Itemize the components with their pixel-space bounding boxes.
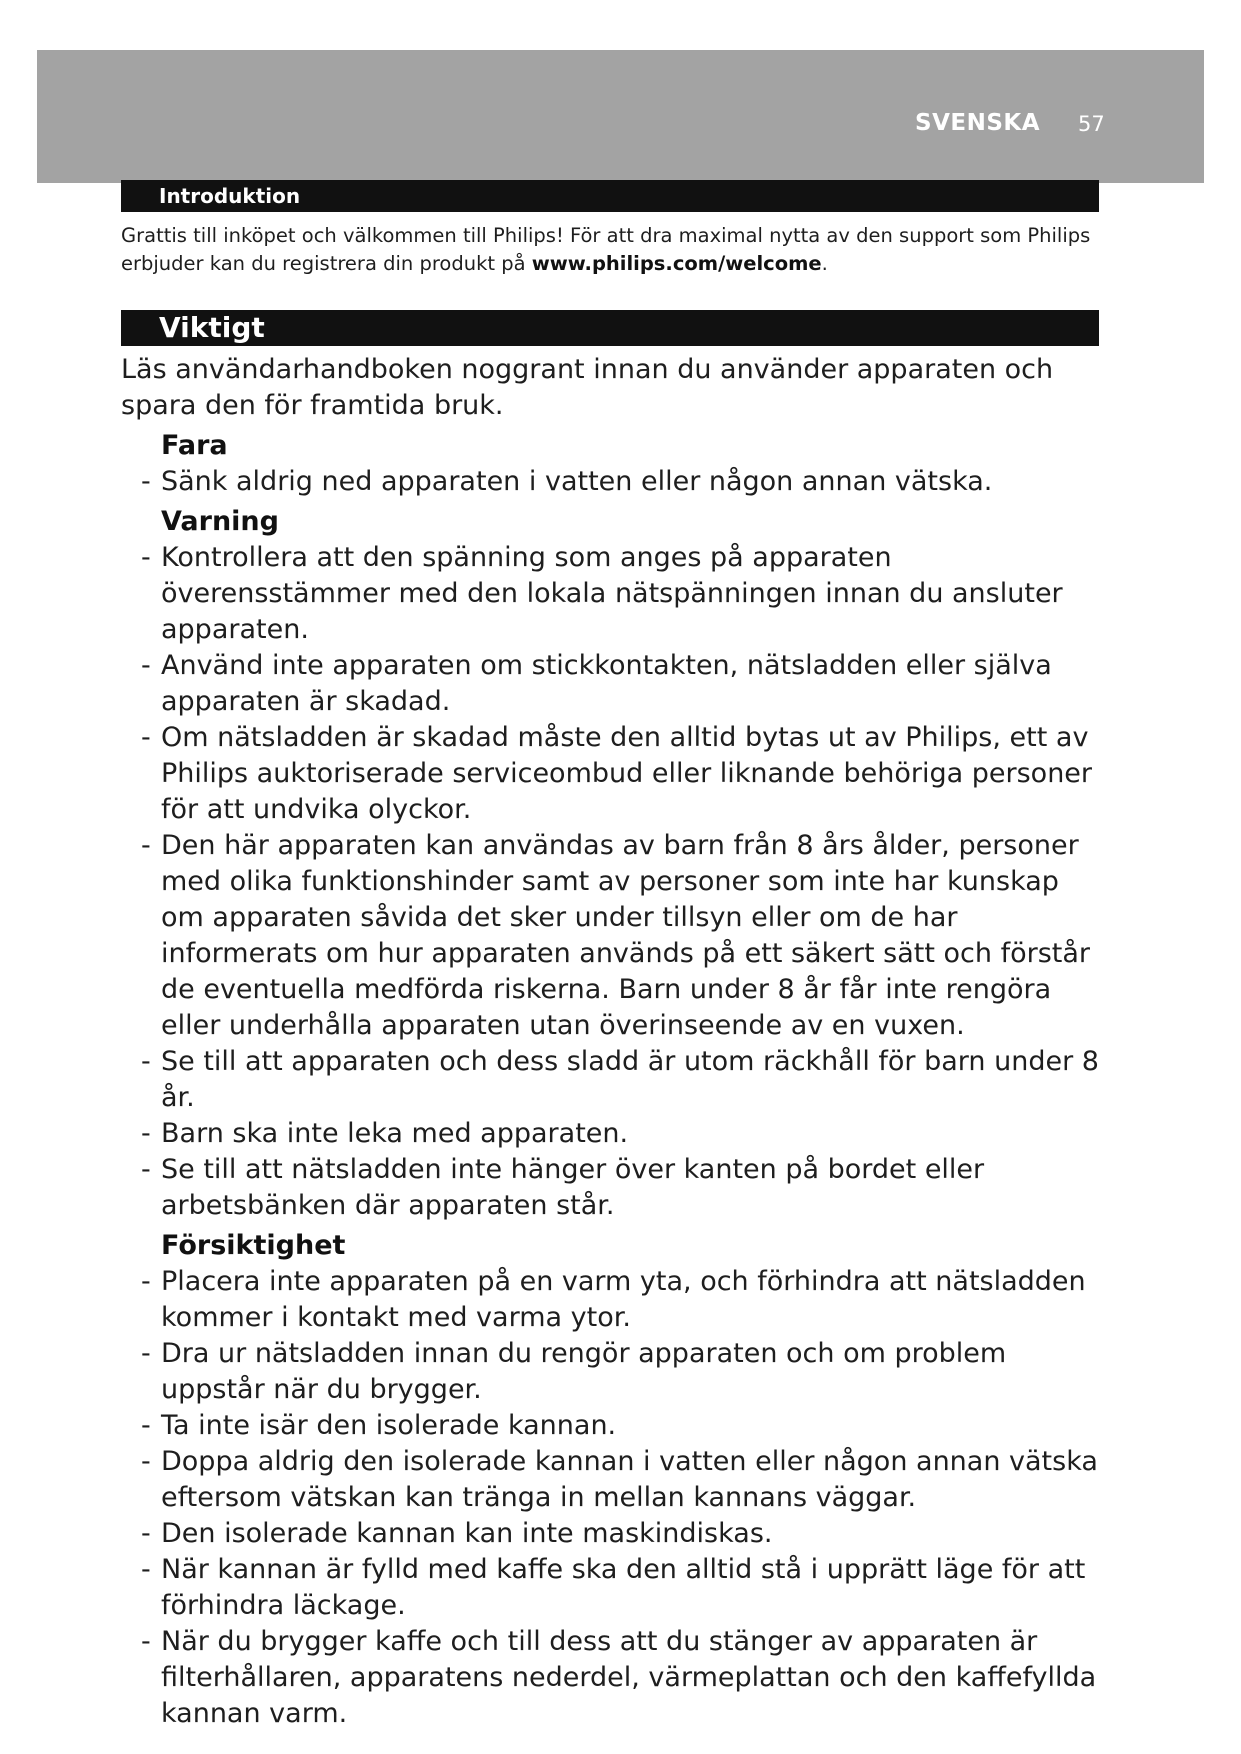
list-item: - Sänk aldrig ned apparaten i vatten eller någon annan vätska. xyxy=(121,464,1099,500)
list-item: - Kontrollera att den spänning som anges på apparaten överensstämmer med den lokala nätspänningen innan du ansluter apparaten. xyxy=(121,540,1099,648)
important-lead: Läs användarhandboken noggrant innan du använder apparaten och spara den för framtida bruk. xyxy=(121,354,1054,421)
list-item: - När kannan är fylld med kaffe ska den alltid stå i upprätt läge för att förhindra läckage. xyxy=(121,1552,1099,1624)
list-item: - Barn ska inte leka med apparaten. xyxy=(121,1116,1099,1152)
page-content xyxy=(121,180,1099,1732)
danger-list xyxy=(121,464,1099,500)
introduction-end: . xyxy=(821,252,828,275)
caution-list xyxy=(121,1264,1099,1732)
list-item: - Se till att apparaten och dess sladd är utom räckhåll för barn under 8 år. xyxy=(121,1044,1099,1116)
section-heading-introduction: Introduktion xyxy=(121,180,1099,212)
list-item: - Använd inte apparaten om stickkontakten, nätsladden eller själva apparaten är skadad. xyxy=(121,648,1099,720)
list-item: - Ta inte isär den isolerade kannan. xyxy=(121,1408,1099,1444)
list-item: - Doppa aldrig den isolerade kannan i vatten eller någon annan vätska eftersom vätskan kan tränga in mellan kannans väggar. xyxy=(121,1444,1099,1516)
language-label: SVENSKA xyxy=(915,110,1041,136)
list-item: - Placera inte apparaten på en varm yta, och förhindra att nätsladden kommer i kontakt med varma ytor. xyxy=(121,1264,1099,1336)
page-number: 57 xyxy=(1078,112,1105,136)
warning-heading: Varning xyxy=(161,506,279,537)
introduction-text xyxy=(121,222,1099,278)
welcome-link[interactable]: www.philips.com/welcome xyxy=(531,252,822,275)
list-item: - Den här apparaten kan användas av barn från 8 års ålder, personer med olika funktionshinder samt av personer som inte har kunskap om apparaten såvida det sker under tillsyn eller om de har informerats om hur apparaten används på ett säkert sätt och förstår de eventuella medförda riskerna. Barn under 8 år får inte rengöra eller underhålla apparaten utan överinseende av en vuxen. xyxy=(121,828,1099,1044)
list-item: - Se till att nätsladden inte hänger över kanten på bordet eller arbetsbänken där apparaten står. xyxy=(121,1152,1099,1224)
list-item: - Om nätsladden är skadad måste den alltid bytas ut av Philips, ett av Philips auktoriserade serviceombud eller liknande behöriga personer för att undvika olyckor. xyxy=(121,720,1099,828)
caution-heading: Försiktighet xyxy=(161,1230,346,1261)
list-item: - Den isolerade kannan kan inte maskindiskas. xyxy=(121,1516,1099,1552)
introduction-body: Grattis till inköpet och välkommen till Philips! För att dra maximal nytta av den support som Philips erbjuder kan du registrera din produkt på xyxy=(121,224,1091,275)
list-item: - Dra ur nätsladden innan du rengör apparaten och om problem uppstår när du brygger. xyxy=(121,1336,1099,1408)
danger-heading: Fara xyxy=(161,430,228,461)
warning-list xyxy=(121,540,1099,1224)
section-heading-important: Viktigt xyxy=(121,310,1099,346)
list-item: - När du brygger kaffe och till dess att du stänger av apparaten är filterhållaren, apparatens nederdel, värmeplattan och den kaffefyllda kannan varm. xyxy=(121,1624,1099,1732)
